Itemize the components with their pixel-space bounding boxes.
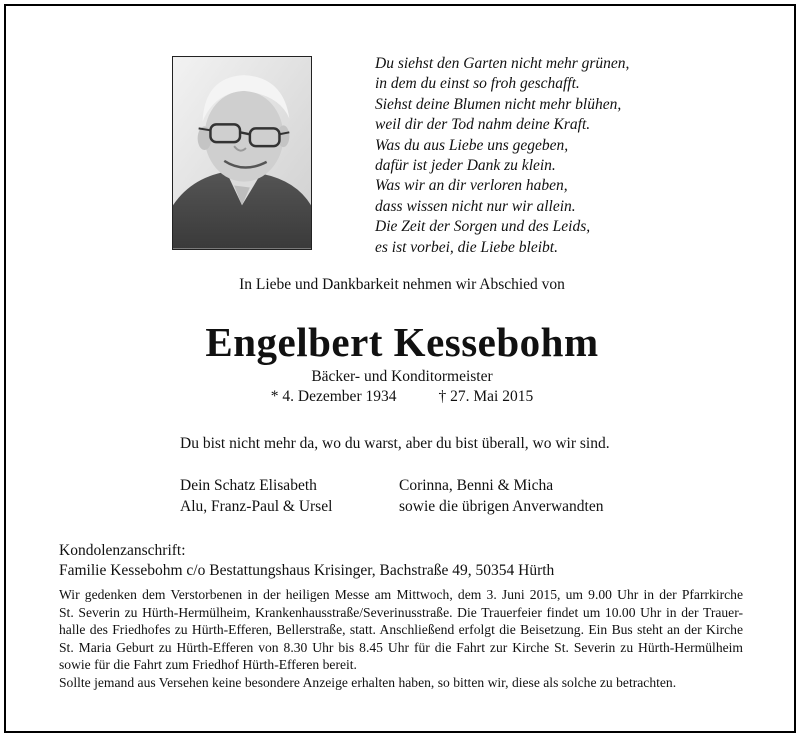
birth-date: * 4. Dezember 1934 (270, 388, 397, 405)
condolence-address (59, 541, 554, 581)
portrait-photo (172, 56, 312, 250)
family-member: Dein Schatz Elisabeth (180, 477, 317, 494)
poem-line: dafür ist jeder Dank zu klein. (375, 157, 556, 175)
condolence-address-line: Familie Kessebohm c/o Bestattungshaus Krisinger, Bachstraße 49, 50354 Hürth (59, 562, 555, 579)
poem-line: es ist vorbei, die Liebe bleibt. (375, 238, 558, 256)
family-left-column (180, 475, 332, 517)
condolence-label: Kondolenzanschrift: (59, 542, 186, 559)
poem-line: Was wir an dir verloren haben, (375, 177, 568, 195)
death-date: † 27. Mai 2015 (438, 388, 534, 405)
family-member: Corinna, Benni & Micha (399, 477, 554, 494)
details-line: Sollte jemand aus Versehen keine besondere Anzeige erhalten haben, so bitten wir, diese als solche zu betrachten. (59, 674, 677, 690)
life-dates (6, 388, 798, 406)
poem-line: in dem du einst so froh geschafft. (375, 75, 580, 93)
details-line: Wir gedenken dem Verstorbenen in der heiligen Messe am Mittwoch, dem 3. Juni 2015, um 9.00 Uhr in der Pfarrkirche (59, 587, 743, 602)
funeral-details (59, 586, 743, 691)
family-right-column (399, 475, 603, 517)
poem (375, 54, 705, 258)
poem-line: Die Zeit der Sorgen und des Leids, (375, 218, 591, 236)
details-line: St. Maria Geburt zu Hürth-Efferen von 8.30 Uhr bis 8.45 Uhr für die Fahrt zur Kirche St. Severin zu Hürth-Hermülheim (59, 639, 743, 655)
obituary-frame (4, 4, 796, 733)
portrait-image (173, 57, 311, 249)
family-member: Alu, Franz-Paul & Ursel (180, 498, 333, 515)
details-line: sowie für die Fahrt zum Friedhof Hürth-Efferen bereit. (59, 657, 357, 672)
farewell-intro: In Liebe und Dankbarkeit nehmen wir Abschied von (239, 276, 565, 293)
poem-line: dass wissen nicht nur wir allein. (375, 197, 576, 215)
family-member: sowie die übrigen Anverwandten (399, 498, 604, 515)
memorial-quote: Du bist nicht mehr da, wo du warst, aber du bist überall, wo wir sind. (180, 435, 610, 452)
poem-line: Was du aus Liebe uns gegeben, (375, 136, 569, 154)
details-line: halle des Friedhofes zu Hürth-Efferen, Bellerstraße, statt. Anschließend erfolgt die Beisetzung. Ein Bus steht an der Kirche (59, 622, 743, 637)
poem-line: Siehst deine Blumen nicht mehr blühen, (375, 95, 622, 113)
details-line: St. Severin zu Hürth-Hermülheim, Krankenhausstraße/Severinusstraße. Die Trauerfeier findet um 10.00 Uhr in der Trauer- (59, 604, 743, 620)
profession: Bäcker- und Konditormeister (311, 368, 493, 385)
deceased-name: Engelbert Kessebohm (205, 319, 599, 365)
poem-line: weil dir der Tod nahm deine Kraft. (375, 116, 591, 134)
poem-line: Du siehst den Garten nicht mehr grünen, (375, 55, 630, 72)
